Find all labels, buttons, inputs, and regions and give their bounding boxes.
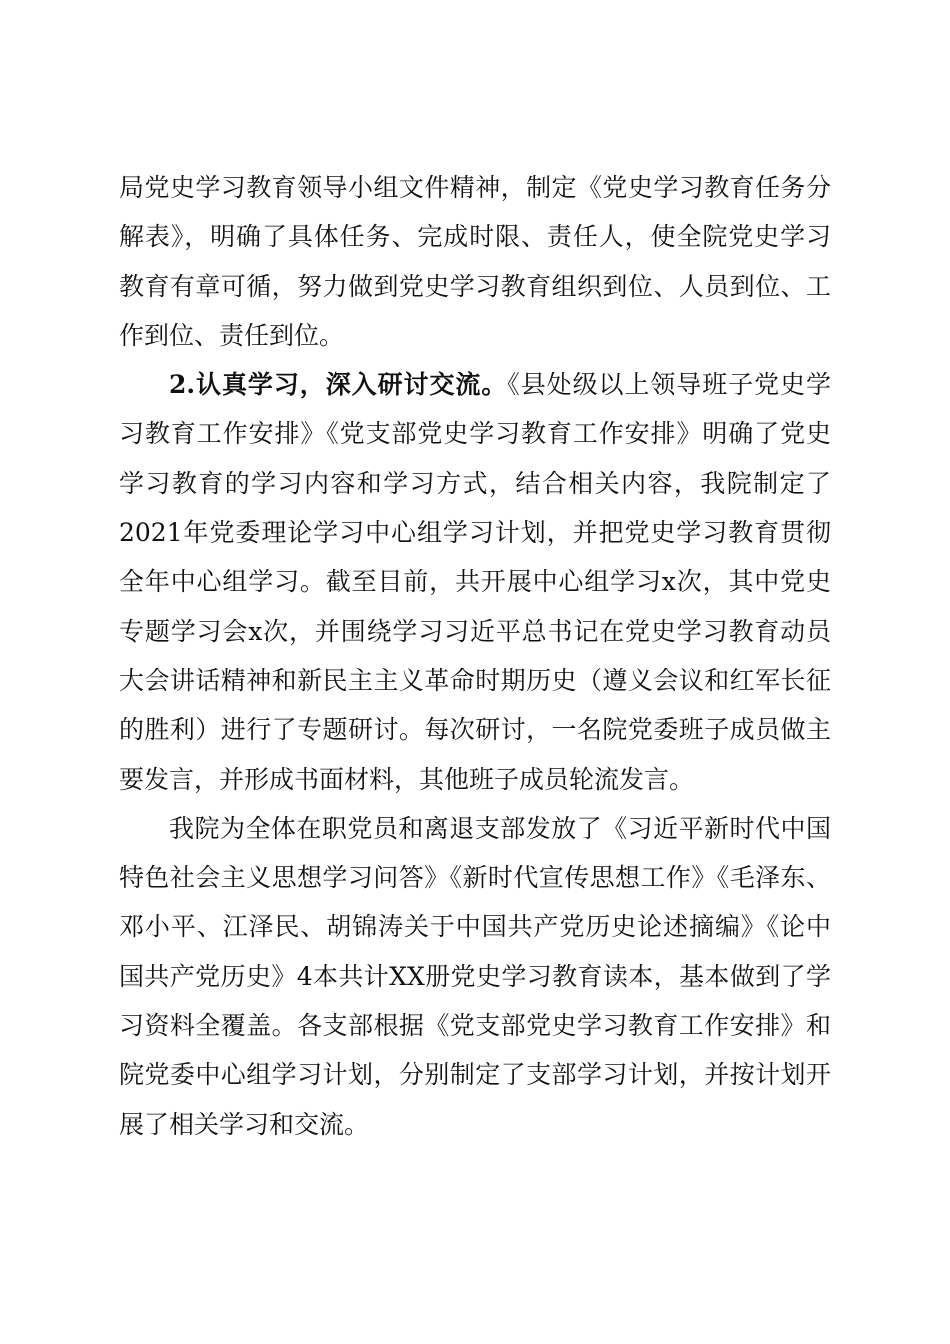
paragraph-text: 我院为全体在职党员和离退支部发放了《习近平新时代中国特色社会主义思想学习问答》《新时代宣传思想工作》《毛泽东、邓小平、江泽民、胡锦涛关于中国共产党历史论述摘编》《论中国共产党历史》4本共计XX册党史学习教育读本，基本做到了学习资料全覆盖。各支部根据《党支部党史学习教育工作安排》和院党委中心组学习计划，分别制定了支部学习计划，并按计划开展了相关学习和交流。 bbox=[119, 813, 831, 1139]
paragraph-text: 局党史学习教育领导小组文件精神，制定《党史学习教育任务分解表》，明确了具体任务、完成时限、责任人，使全院党史学习教育有章可循，努力做到党史学习教育组织到位、人员到位、工作到位、责任到位。 bbox=[119, 173, 831, 350]
paragraph-study-exchange bbox=[119, 360, 831, 804]
paragraph-continuation bbox=[119, 163, 831, 360]
paragraph-text: 《县处级以上领导班子党史学习教育工作安排》《党支部党史学习教育工作安排》明确了党史学习教育的学习内容和学习方式，结合相关内容，我院制定了2021年党委理论学习中心组学习计划，并把党史学习教育贯彻全年中心组学习。截至目前，共开展中心组学习x次，其中党史专题学习会x次，并围绕学习习近平总书记在党史学习教育动员大会讲话精神和新民主主义革命时期历史（遵义会议和红军长征的胜利）进行了专题研讨。每次研讨，一名院党委班子成员做主要发言，并形成书面材料，其他班子成员轮流发言。 bbox=[119, 370, 831, 794]
section-heading: 2.认真学习，深入研讨交流。 bbox=[169, 370, 508, 400]
paragraph-reading-materials bbox=[119, 804, 831, 1149]
body-text bbox=[119, 163, 831, 1149]
